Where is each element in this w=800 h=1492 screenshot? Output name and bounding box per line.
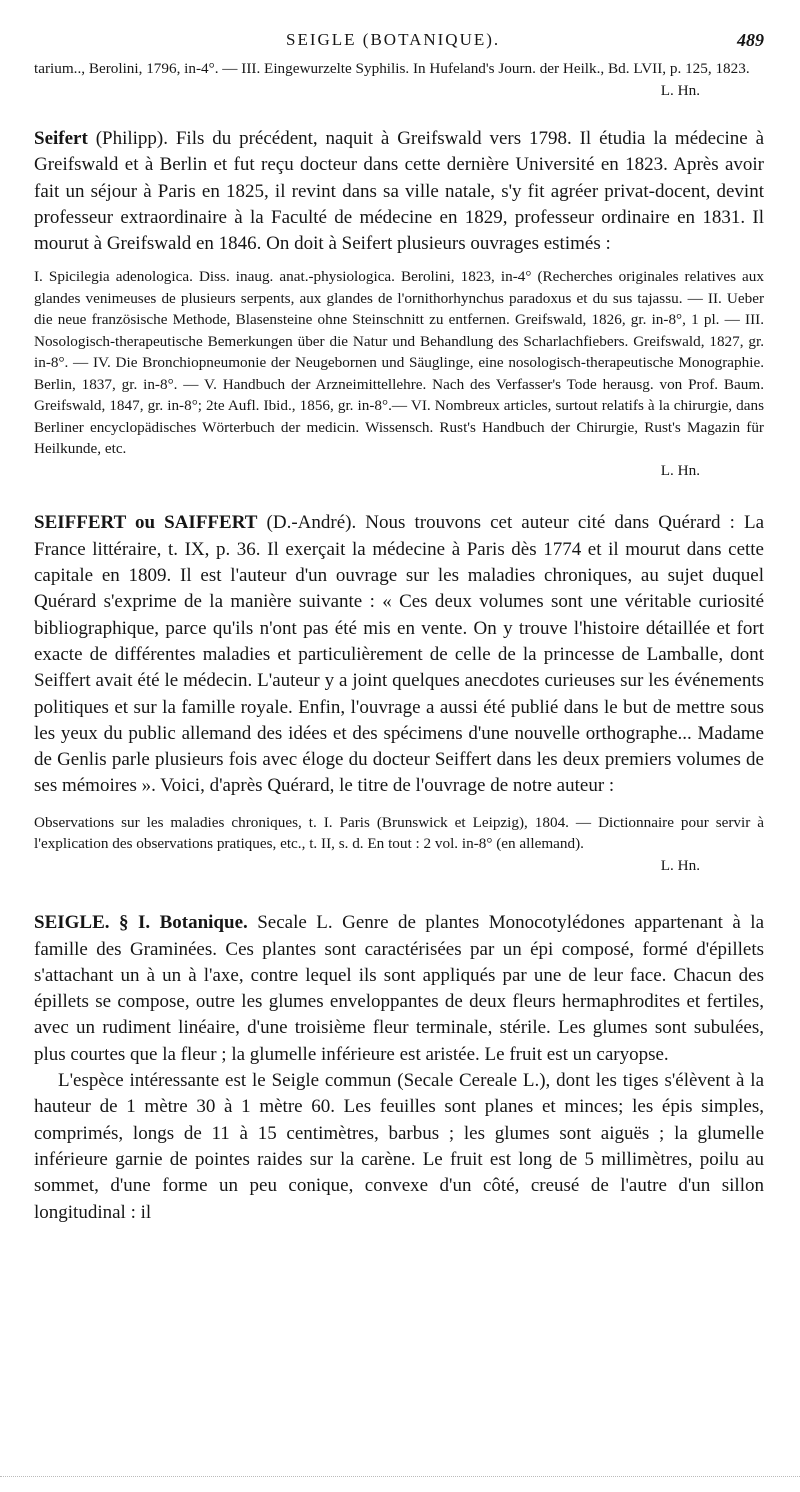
seiffert-bibliography-text: Observations sur les maladies chroniques, t. I. Paris (Brunswick et Leipzig), 1804. — Dictionnaire pour servir à l'explication des observations pratiques, etc., t. II, s. d. En tout : 2 vol. in-8° (en allemand).: [34, 813, 764, 853]
running-title: SEIGLE (BOTANIQUE).: [286, 30, 501, 49]
seifert-bibliography-text: I. Spicilegia adenologica. Diss. inaug. anat.-physiologica. Berolini, 1823, in-4° (Recherches originales relatives aux glandes venimeuses de plusieurs serpents, aux glandes de l'ornithorhynchus paradoxus et du sus tajassu. — II. Ueber die neue französische Methode, Blasensteine ohne Steinschnitt zu entfernen. Greifswald, 1826, gr. in-8°, 1 pl. — III. Nosologisch-therapeutische Bemerkungen über die Natur und Behandlung des Scharlachfiebers. Greifswald, 1827, gr. in-8°. — IV. Die Bronchiopneumonie der Neugebornen und Säuglinge, eine nosologisch-therapeutische Monographie. Berlin, 1837, gr. in-8°. — V. Handbuch der Arzneimittellehre. Nach des Verfasser's Tode herausg. von Prof. Baum. Greifswald, 1847, gr. in-8°; 2te Aufl. Ibid., 1856, gr. in-8°.— VI. Nombreux articles, surtout relatifs à la chirurgie, dans Berliner encyclopädisches Wörterbuch der medicin. Wissensch. Rust's Handbuch der Chirurgie, Rust's Magazin für Heilkunde, etc.: [34, 268, 764, 458]
continuation-text: tarium.., Berolini, 1796, in-4°. — III. Eingewurzelte Syphilis. In Hufeland's Journ. der Heilk., Bd. LVII, p. 125, 1823.: [34, 60, 750, 77]
entry-seiffert: [34, 510, 764, 799]
headword-seifert: Seifert: [34, 128, 88, 149]
page: [34, 26, 764, 1226]
entry-seifert: [34, 126, 764, 257]
seiffert-signature: L. Hn.: [660, 856, 700, 874]
seigle-text: Secale L. Genre de plantes Monocotylédones appartenant à la famille des Graminées. Ces plantes sont caractérisées par un épi composé, formé d'épillets s'attachant un à un à l'axe, contre lequel ils sont appliqués par une de leur face. Chacun des épillets se compose, outre les glumes enveloppantes de deux fleurs hermaphrodites et fertiles, avec un rudiment linéaire, d'une troisième fleur terminale, stérile. Les glumes sont subulées, plus courtes que la fleur ; la glumelle inférieure est aristée. Le fruit est un caryopse.: [34, 912, 765, 1065]
entry-seigle: [34, 910, 764, 1068]
seifert-bibliography: [34, 266, 764, 481]
continuation-signature: L. Hn.: [660, 81, 700, 99]
seifert-signature: L. Hn.: [660, 461, 700, 479]
seiffert-bibliography: [34, 812, 764, 877]
section-botanique: § I. Botanique.: [119, 912, 248, 934]
seiffert-text: (D.-André). Nous trouvons cet auteur cité dans Quérard : La France littéraire, t. IX, p. 36. Il exerçait la médecine à Paris dès 1774 et il mourut dans cette capitale en 1809. Il est l'auteur d'un ouvrage sur les maladies chroniques, au sujet duquel Quérard s'exprime de la manière suivante : « Ces deux volumes sont une véritable curiosité bibliographique, parce qu'ils n'ont pas été mis en vente. On y trouve l'histoire détaillée et fort exacte de différentes maladies et particulièrement de celle de la princesse de Lamballe, dont Seiffert avait été le médecin. L'auteur y a joint quelques anecdotes curieuses sur les événements politiques et sur la famille royale. Enfin, l'ouvrage a aussi été publié dans le but de mettre sous les yeux du public allemand des idées et des spécimens d'une nouvelle orthographe... Madame de Genlis parle plusieurs fois avec éloge du docteur Seiffert dans les deux premiers volumes de ses mémoires ». Voici, d'après Quérard, le titre de l'ouvrage de notre auteur :: [34, 512, 765, 797]
headword-seigle: SEIGLE.: [34, 912, 110, 934]
headword-seiffert: SEIFFERT ou SAIFFERT: [34, 512, 258, 534]
seigle-paragraph-2: [34, 1068, 764, 1226]
page-edge-divider: [0, 1476, 800, 1477]
continuation-entry: [34, 58, 764, 101]
seifert-text: (Philipp). Fils du précédent, naquit à Greifswald vers 1798. Il étudia la médecine à Greifswald et à Berlin et fut reçu docteur dans cette dernière Université en 1823. Après avoir fait un séjour à Paris en 1825, il revint dans sa ville natale, s'y fit agréer privat-docent, devint professeur extraordinaire à la Faculté de médecine en 1829, professeur ordinaire en 1831. Il mourut à Greifswald en 1846. On doit à Seifert plusieurs ouvrages estimés :: [34, 128, 765, 255]
page-number: 489: [737, 30, 764, 50]
running-header: [34, 26, 764, 56]
seigle-text-2: L'espèce intéressante est le Seigle commun (Secale Cereale L.), dont les tiges s'élèvent à la hauteur de 1 mètre 30 à 1 mètre 60. Les feuilles sont planes et minces; les épis simples, comprimés, longs de 11 à 15 centimètres, barbus ; les glumes sont aiguës ; la glumelle inférieure garnie de pointes raides sur la carène. Le fruit est long de 5 millimètres, poilu au sommet, d'une forme un peu conique, convexe d'un côté, creusé de l'autre d'un sillon longitudinal : il: [34, 1070, 764, 1223]
